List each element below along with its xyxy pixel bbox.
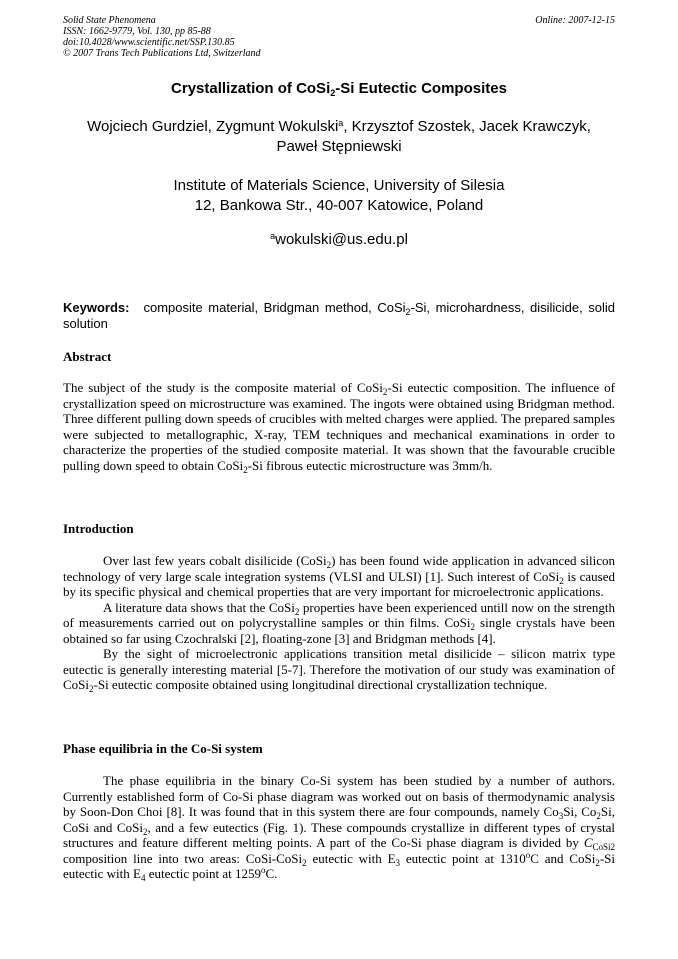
- author-email: $^a$wokulski@us.edu.pl: [270, 231, 408, 248]
- introduction-body: [63, 553, 615, 693]
- journal-name: Solid State Phenomena: [63, 15, 156, 26]
- journal-header: [63, 15, 615, 59]
- author-line-1: Wojciech Gurdziel, Zygmunt Wokulski$^a$, Krzysztof Szostek, Jacek Krawczyk,: [87, 118, 591, 135]
- keywords-label: Keywords:: [63, 300, 130, 315]
- affiliation: [40, 176, 638, 216]
- intro-paragraph-3: By the sight of microelectronic applications transition metal disilicide – silicon matrix type eutectic is generally interesting material [5-7]. Therefore the motivation of our study was examination of CoSi$_2$-Si eutectic composite obtained using longitudinal directional crystallization technique.: [63, 646, 615, 694]
- intro-paragraph-2: A literature data shows that the CoSi$_2$ properties have been experienced untill now on the strength of measurements carried out on polycrystalline samples or thin films. CoSi$_2$ single crystals have been obtained so far using Czochralski [2], floating-zone [3] and Bridgman methods [4].: [63, 599, 616, 646]
- phase-equilibria-heading: Phase equilibria in the Co-Si system: [63, 741, 263, 756]
- abstract-body: The subject of the study is the composite material of CoSi$_2$-Si eutectic composition. The influence of crystallization speed on microstructure was examined. The ingots were obtained using Bridgman method. Three different pulling down speeds of crucibles with melted charges were applied. The prepared samples were subjected to metallographic, X-ray, TEM techniques and mechanical examinations in order to characterize the properties of the studied composite material. It was shown that the favourable crucible pulling down speed to obtain CoSi$_2$-Si fibrous eutectic microstructure was 3mm/h.: [63, 380, 615, 475]
- keywords: Keywords: composite material, Bridgman method, CoSi$_2$-Si, microhardness, disilicide, solid solution: [63, 300, 615, 331]
- online-date: Online: 2007-12-15: [535, 15, 615, 26]
- intro-paragraph-1: Over last few years cobalt disilicide (CoSi$_2$) has been found wide application in advanced silicon technology of very large scale integration systems (VLSI and ULSI) [1]. Such interest of CoSi$_2$ is caused by its specific physical and chemical properties that are very important for microelectronic applications.: [63, 553, 616, 599]
- introduction-heading: Introduction: [63, 521, 134, 536]
- phase-equilibria-body: The phase equilibria in the binary Co-Si system has been studied by a number of authors. Currently established form of Co-Si phase diagram was worked out on basis of thermodynamic analysis by Soon-Don Choi [8]. It was found that in this system there are four compounds, namely $Co_3Si$, $Co_2Si$, CoSi and CoSi$_2$, and a few eutectics (Fig. 1). These compounds crystallize in different types of crystal structures and feature different melting points. A part of the Co-Si phase diagram is divided by $C_{CoSi2}$ composition line into two areas: CoSi-CoSi$_2$ eutectic with $E_3$ eutectic point at 1310$^o$C and CoSi$_2$-Si eutectic with $E_4$ eutectic point at 1259$^o$C.: [63, 773, 615, 883]
- issn-line: ISSN: 1662-9779, Vol. 130, pp 85-88: [63, 26, 211, 37]
- abstract-heading: Abstract: [63, 349, 112, 364]
- author-line-2: Paweł Stępniewski: [276, 138, 402, 155]
- affiliation-line-2: 12, Bankowa Str., 40-007 Katowice, Poland: [194, 197, 484, 214]
- doi-line: doi:10.4028/www.scientific.net/SSP.130.85: [63, 37, 235, 48]
- email-link[interactable]: wokulski@us.edu.pl: [275, 231, 408, 248]
- author-list: [40, 117, 638, 157]
- paper-title: Crystallization of CoSi$_2$-Si Eutectic Composites: [171, 80, 507, 98]
- copyright-line: © 2007 Trans Tech Publications Ltd, Switzerland: [63, 48, 261, 59]
- affiliation-line-1: Institute of Materials Science, University of Silesia: [173, 177, 505, 194]
